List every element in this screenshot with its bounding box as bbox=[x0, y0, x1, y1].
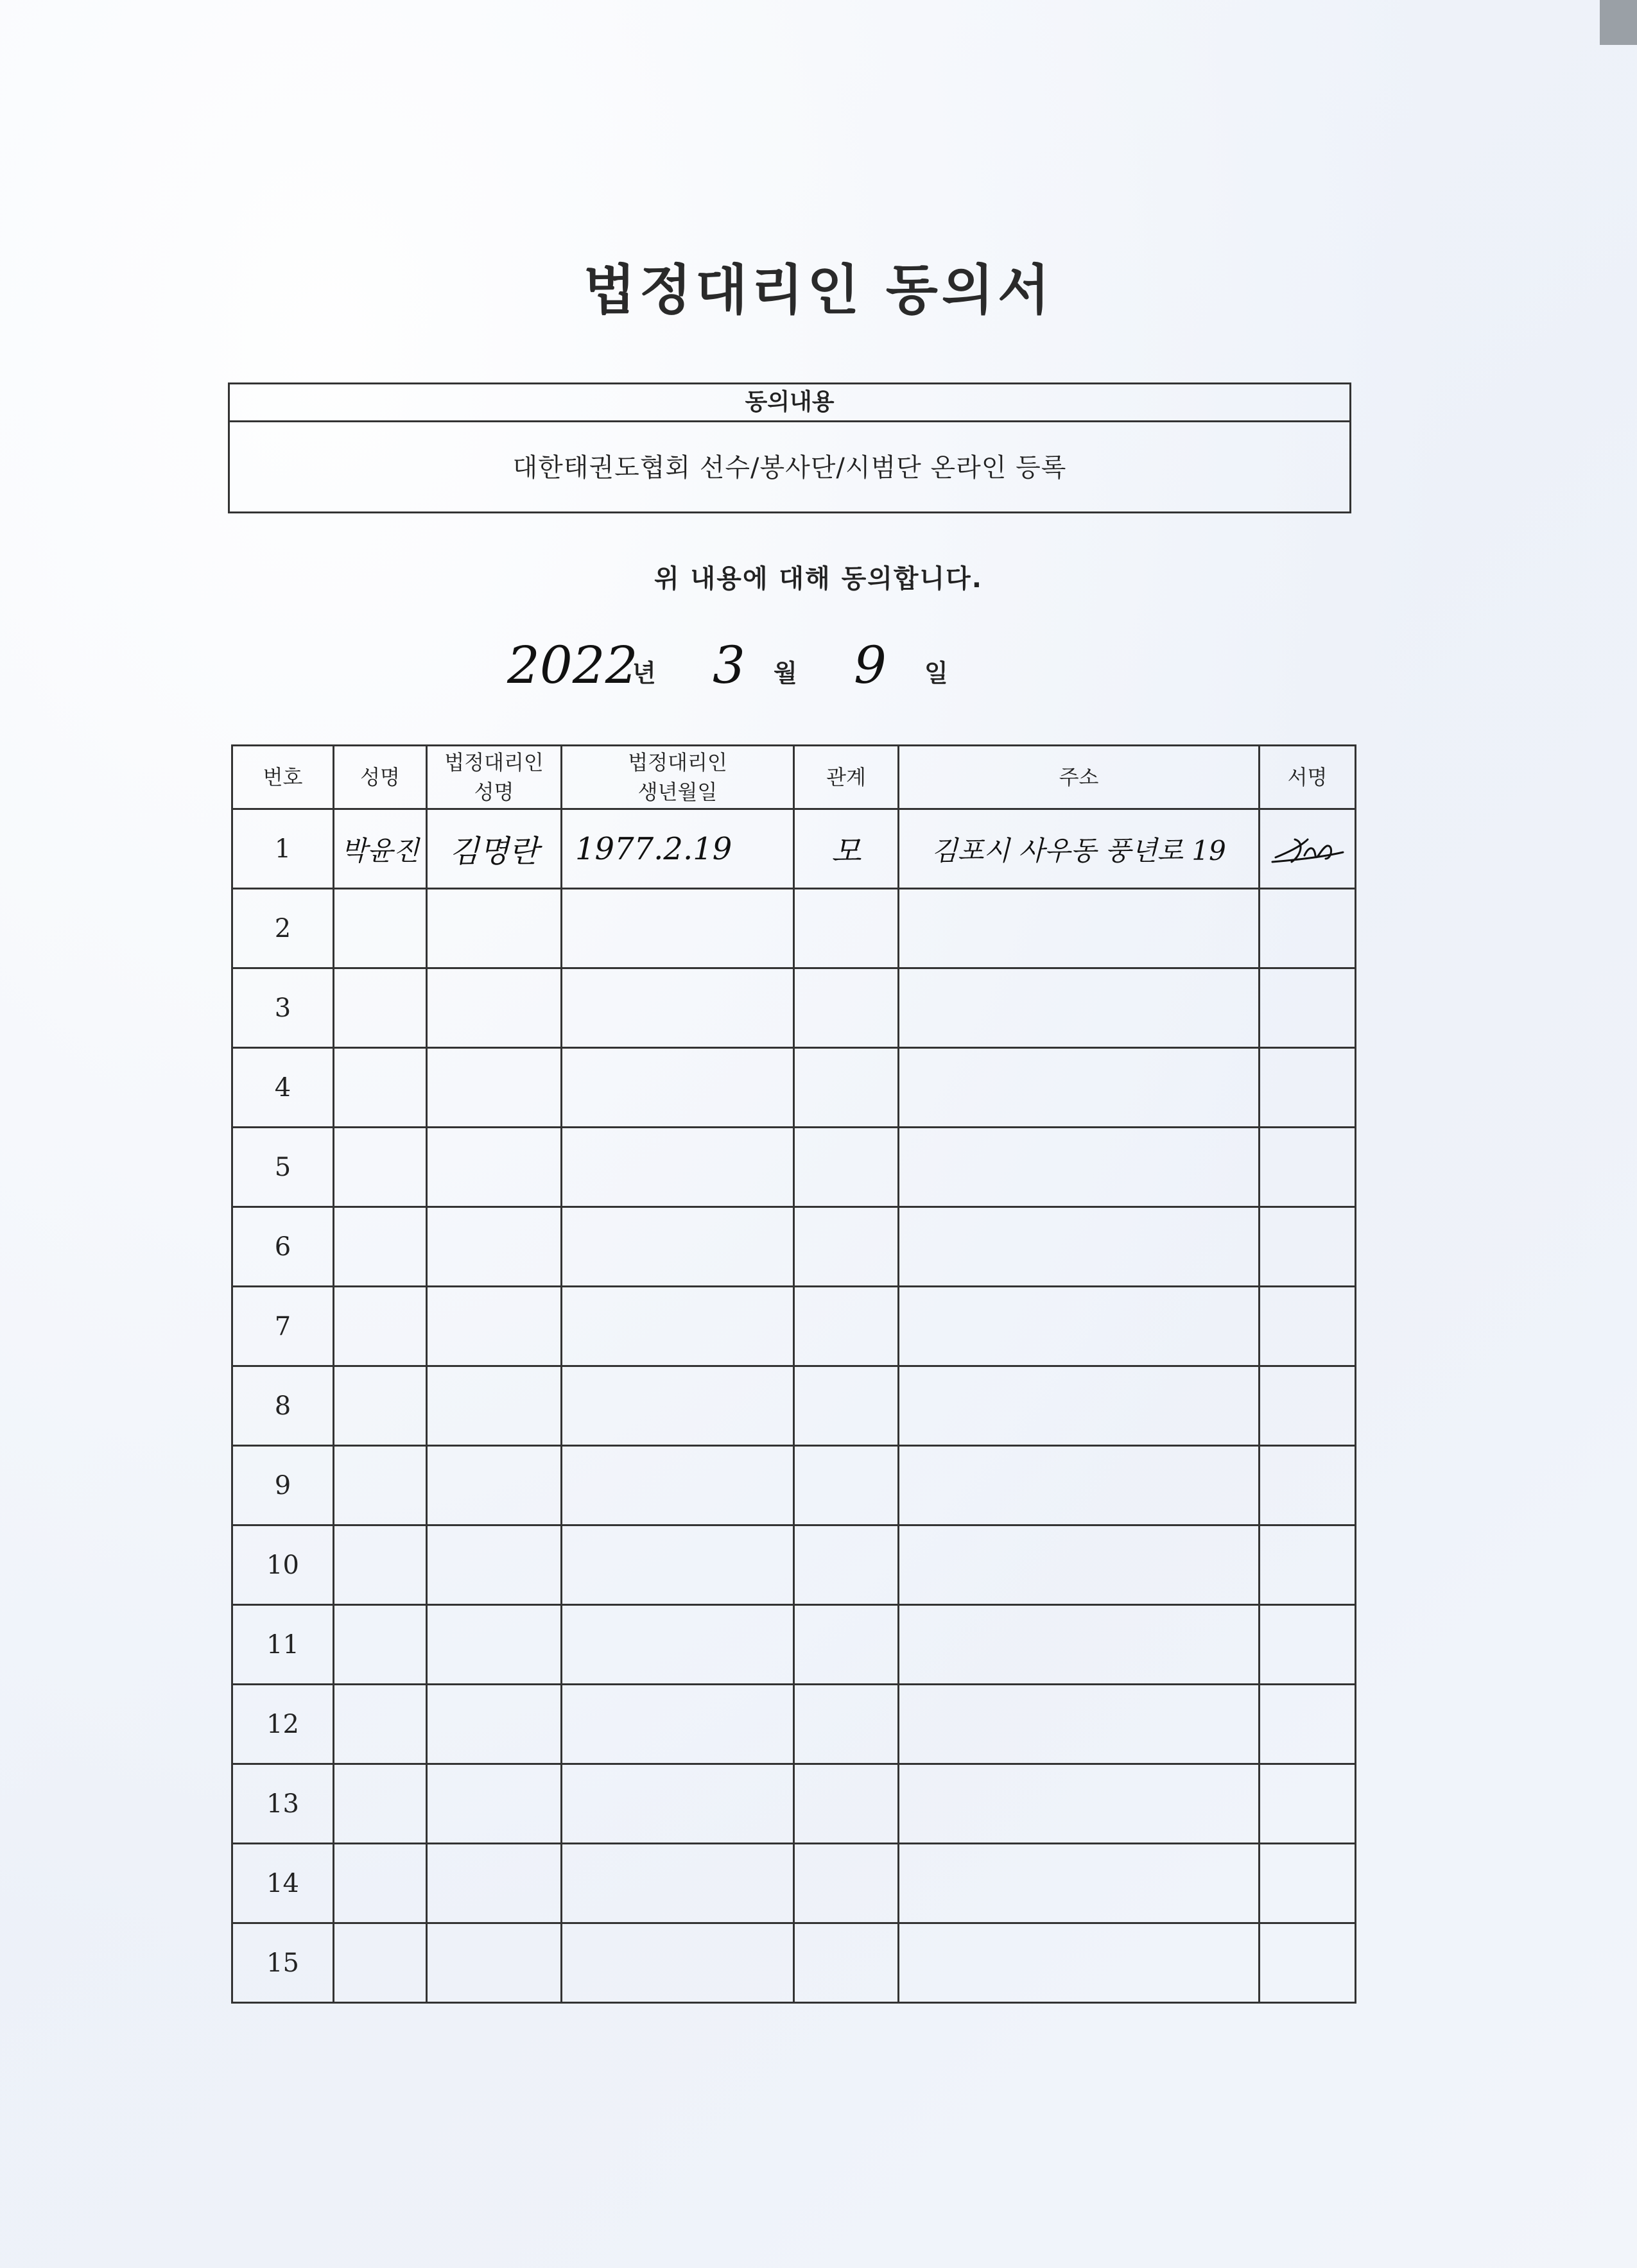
table-row bbox=[232, 968, 1356, 1048]
cell-relation: 모 bbox=[794, 809, 899, 889]
cell-relation bbox=[794, 1525, 899, 1605]
guardian-table bbox=[231, 744, 1356, 2004]
cell-guardian-name bbox=[427, 1048, 562, 1128]
cell-signature bbox=[1260, 1287, 1356, 1366]
cell-name bbox=[334, 1048, 427, 1128]
cell-relation bbox=[794, 1605, 899, 1685]
cell-relation bbox=[794, 1685, 899, 1764]
cell-name bbox=[334, 1366, 427, 1446]
table-row bbox=[232, 889, 1356, 968]
cell-guardian-name bbox=[427, 1287, 562, 1366]
document-title: 법정대리인 동의서 bbox=[583, 259, 1054, 322]
date-day: 9 bbox=[854, 635, 887, 695]
cell-guardian-birth bbox=[562, 1128, 794, 1207]
cell-guardian-name bbox=[427, 968, 562, 1048]
table-row bbox=[232, 1048, 1356, 1128]
cell-guardian-name bbox=[427, 1764, 562, 1844]
header-guardian-birth-line2: 생년월일 bbox=[637, 780, 718, 804]
cell-no: 14 bbox=[232, 1844, 334, 1923]
cell-guardian-birth bbox=[562, 1366, 794, 1446]
cell-address bbox=[899, 1207, 1260, 1287]
cell-no: 15 bbox=[232, 1923, 334, 2003]
cell-guardian-birth bbox=[562, 968, 794, 1048]
cell-name bbox=[334, 1844, 427, 1923]
header-no: 번호 bbox=[232, 746, 334, 809]
cell-signature bbox=[1260, 1923, 1356, 2003]
handwritten-signature bbox=[1269, 827, 1346, 872]
cell-no: 6 bbox=[232, 1207, 334, 1287]
cell-name bbox=[334, 1605, 427, 1685]
cell-name bbox=[334, 1764, 427, 1844]
cell-guardian-birth bbox=[562, 1764, 794, 1844]
header-address: 주소 bbox=[899, 746, 1260, 809]
scan-corner-mark bbox=[1600, 0, 1637, 45]
cell-address bbox=[899, 1605, 1260, 1685]
cell-name bbox=[334, 1446, 427, 1525]
cell-guardian-birth bbox=[562, 1446, 794, 1525]
cell-signature bbox=[1260, 1366, 1356, 1446]
cell-guardian-birth bbox=[562, 1525, 794, 1605]
cell-guardian-birth bbox=[562, 1287, 794, 1366]
cell-address bbox=[899, 889, 1260, 968]
date-month: 3 bbox=[713, 635, 745, 695]
cell-name bbox=[334, 1923, 427, 2003]
cell-address bbox=[899, 1287, 1260, 1366]
cell-guardian-name bbox=[427, 1923, 562, 2003]
cell-signature bbox=[1260, 1048, 1356, 1128]
cell-relation bbox=[794, 1446, 899, 1525]
table-row bbox=[232, 1366, 1356, 1446]
cell-no: 10 bbox=[232, 1525, 334, 1605]
cell-relation bbox=[794, 968, 899, 1048]
cell-no: 11 bbox=[232, 1605, 334, 1685]
cell-no: 1 bbox=[232, 809, 334, 889]
cell-relation bbox=[794, 1048, 899, 1128]
signed-date bbox=[507, 635, 1085, 700]
consent-box bbox=[228, 382, 1351, 513]
table-row bbox=[232, 1844, 1356, 1923]
cell-guardian-name bbox=[427, 1207, 562, 1287]
cell-guardian-birth bbox=[562, 1923, 794, 2003]
cell-guardian-name bbox=[427, 1366, 562, 1446]
cell-relation bbox=[794, 1923, 899, 2003]
cell-address bbox=[899, 1685, 1260, 1764]
table-row bbox=[232, 1287, 1356, 1366]
cell-guardian-name bbox=[427, 1685, 562, 1764]
table-row bbox=[232, 809, 1356, 889]
table-row bbox=[232, 1764, 1356, 1844]
cell-signature bbox=[1260, 1128, 1356, 1207]
cell-signature bbox=[1260, 968, 1356, 1048]
cell-signature bbox=[1260, 1605, 1356, 1685]
cell-no: 5 bbox=[232, 1128, 334, 1207]
cell-signature bbox=[1260, 1844, 1356, 1923]
cell-address bbox=[899, 1525, 1260, 1605]
cell-no: 13 bbox=[232, 1764, 334, 1844]
agreement-statement: 위 내용에 대해 동의합니다. bbox=[654, 564, 983, 594]
table-row bbox=[232, 1685, 1356, 1764]
cell-name bbox=[334, 889, 427, 968]
header-name: 성명 bbox=[334, 746, 427, 809]
cell-relation bbox=[794, 1366, 899, 1446]
cell-no: 3 bbox=[232, 968, 334, 1048]
date-month-unit: 월 bbox=[774, 659, 797, 687]
cell-address bbox=[899, 968, 1260, 1048]
cell-no: 9 bbox=[232, 1446, 334, 1525]
cell-relation bbox=[794, 1128, 899, 1207]
cell-relation bbox=[794, 1287, 899, 1366]
cell-address bbox=[899, 1366, 1260, 1446]
date-year-unit: 년 bbox=[632, 659, 656, 687]
cell-guardian-name bbox=[427, 1446, 562, 1525]
header-guardian-name-line1: 법정대리인 bbox=[444, 750, 544, 775]
cell-guardian-name bbox=[427, 1525, 562, 1605]
cell-no: 7 bbox=[232, 1287, 334, 1366]
consent-header: 동의내용 bbox=[230, 384, 1349, 422]
table-row bbox=[232, 1525, 1356, 1605]
header-guardian-birth-line1: 법정대리인 bbox=[628, 750, 727, 775]
cell-guardian-name bbox=[427, 889, 562, 968]
cell-signature bbox=[1260, 1207, 1356, 1287]
table-row bbox=[232, 1605, 1356, 1685]
table-row bbox=[232, 1923, 1356, 2003]
cell-address bbox=[899, 1764, 1260, 1844]
cell-guardian-birth bbox=[562, 889, 794, 968]
cell-no: 2 bbox=[232, 889, 334, 968]
header-guardian-name-line2: 성명 bbox=[474, 780, 514, 804]
table-header-row bbox=[232, 746, 1356, 809]
cell-guardian-name bbox=[427, 1605, 562, 1685]
cell-address: 김포시 사우동 풍년로 19 bbox=[899, 809, 1260, 889]
header-guardian-birth bbox=[562, 746, 794, 809]
cell-guardian-birth bbox=[562, 1844, 794, 1923]
cell-address bbox=[899, 1844, 1260, 1923]
cell-signature bbox=[1260, 1525, 1356, 1605]
cell-no: 4 bbox=[232, 1048, 334, 1128]
cell-guardian-birth bbox=[562, 1048, 794, 1128]
cell-signature bbox=[1260, 889, 1356, 968]
table-row bbox=[232, 1207, 1356, 1287]
cell-name bbox=[334, 968, 427, 1048]
header-guardian-name bbox=[427, 746, 562, 809]
cell-name bbox=[334, 1207, 427, 1287]
cell-relation bbox=[794, 889, 899, 968]
cell-signature bbox=[1260, 1764, 1356, 1844]
cell-signature bbox=[1260, 809, 1356, 889]
table-row bbox=[232, 1128, 1356, 1207]
cell-relation bbox=[794, 1207, 899, 1287]
cell-guardian-name bbox=[427, 1844, 562, 1923]
cell-address bbox=[899, 1446, 1260, 1525]
cell-name bbox=[334, 1685, 427, 1764]
cell-signature bbox=[1260, 1446, 1356, 1525]
consent-body: 대한태권도협회 선수/봉사단/시범단 온라인 등록 bbox=[512, 453, 1067, 483]
cell-guardian-birth: 1977.2.19 bbox=[562, 809, 794, 889]
cell-address bbox=[899, 1923, 1260, 2003]
cell-name bbox=[334, 1128, 427, 1207]
date-year: 2022 bbox=[507, 635, 638, 695]
cell-guardian-birth bbox=[562, 1685, 794, 1764]
cell-address bbox=[899, 1128, 1260, 1207]
header-signature: 서명 bbox=[1260, 746, 1356, 809]
cell-relation bbox=[794, 1764, 899, 1844]
cell-name bbox=[334, 1525, 427, 1605]
cell-address bbox=[899, 1048, 1260, 1128]
cell-name bbox=[334, 1287, 427, 1366]
cell-no: 12 bbox=[232, 1685, 334, 1764]
cell-relation bbox=[794, 1844, 899, 1923]
header-relation: 관계 bbox=[794, 746, 899, 809]
cell-guardian-birth bbox=[562, 1605, 794, 1685]
date-day-unit: 일 bbox=[924, 659, 948, 687]
table-row bbox=[232, 1446, 1356, 1525]
cell-guardian-name bbox=[427, 1128, 562, 1207]
cell-guardian-name: 김명란 bbox=[427, 809, 562, 889]
cell-name: 박윤진 bbox=[334, 809, 427, 889]
cell-signature bbox=[1260, 1685, 1356, 1764]
cell-no: 8 bbox=[232, 1366, 334, 1446]
cell-guardian-birth bbox=[562, 1207, 794, 1287]
